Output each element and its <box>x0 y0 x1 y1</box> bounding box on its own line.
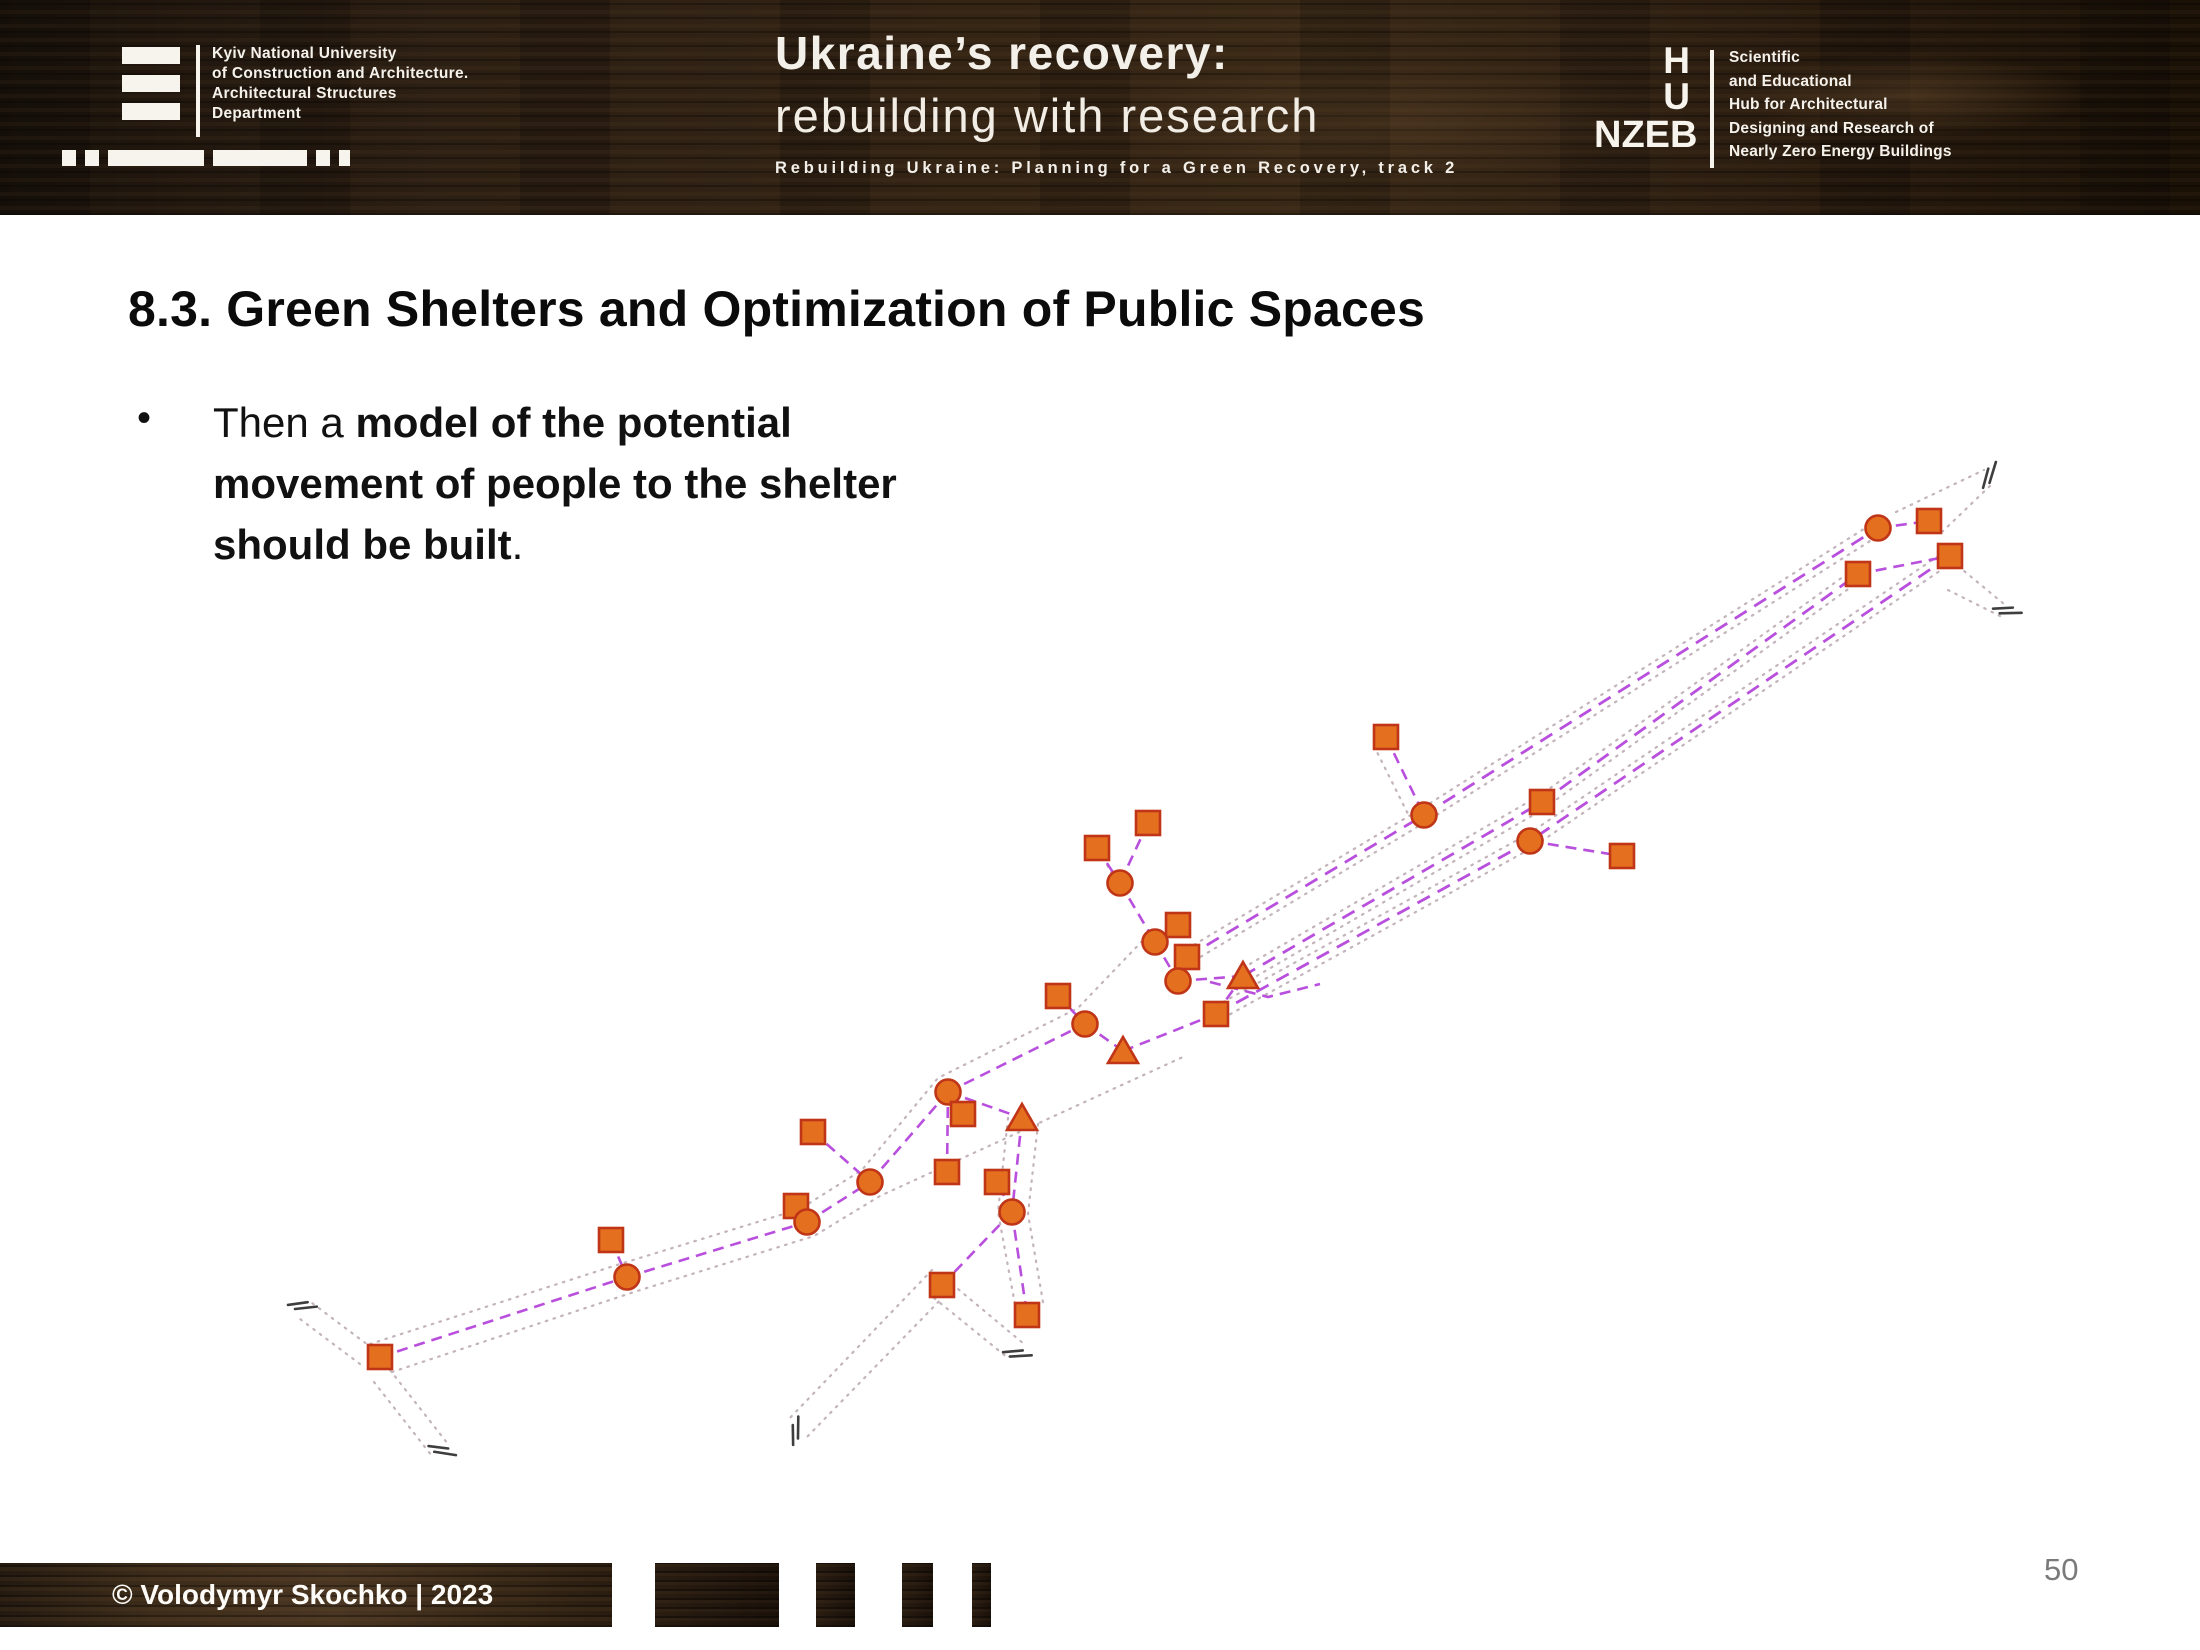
node-square <box>1610 844 1634 868</box>
road-dotted <box>1942 484 1992 532</box>
org-line: Kyiv National University <box>212 45 397 62</box>
node-square <box>1204 1002 1228 1026</box>
node-square <box>1175 945 1199 969</box>
node-square <box>930 1273 954 1297</box>
node-square <box>1938 544 1962 568</box>
node-circle <box>1143 930 1168 955</box>
node-square <box>951 1102 975 1126</box>
node-square <box>1046 984 1070 1008</box>
road-dotted <box>1187 520 1878 949</box>
bullet-bold-text: model of the potential <box>355 399 792 446</box>
road-break-icon <box>782 1417 810 1445</box>
node-circle <box>1518 829 1543 854</box>
node-square <box>985 1170 1009 1194</box>
node-square <box>368 1345 392 1369</box>
node-square <box>1136 811 1160 835</box>
hub-desc-line: and Educational <box>1729 72 1852 90</box>
road-dotted <box>1374 746 1410 818</box>
edge-dashed <box>1012 1212 1027 1315</box>
node-circle <box>1108 871 1133 896</box>
node-triangle <box>1007 1104 1037 1130</box>
bullet-regular-text: Then a <box>213 399 356 446</box>
footer-copyright-bar <box>0 1563 612 1627</box>
node-square <box>599 1228 623 1252</box>
node-square <box>1015 1303 1039 1327</box>
route-band-dashed <box>1216 556 1950 1014</box>
node-triangle <box>1228 962 1258 988</box>
route-band-dashed <box>1243 574 1858 976</box>
road-dotted <box>1216 548 1950 1006</box>
nzeb-word: NZEB <box>1594 114 1698 156</box>
node-square <box>1374 725 1398 749</box>
copyright-text: © Volodymyr Skochko | 2023 <box>112 1579 494 1610</box>
road-dotted <box>370 935 1148 1344</box>
hub-letter-u: U <box>1663 76 1690 117</box>
bullet-bold-text: movement of people to the shelter <box>213 460 897 507</box>
presentation-title-light: rebuilding with research <box>775 89 1320 142</box>
road-dotted <box>806 1290 950 1438</box>
node-square <box>1917 509 1941 533</box>
node-circle <box>1166 969 1191 994</box>
edge-dashed <box>380 1277 627 1357</box>
road-dotted <box>1896 470 1984 512</box>
node-square <box>935 1160 959 1184</box>
edge-dashed <box>1858 556 1950 574</box>
node-square <box>801 1120 825 1144</box>
road-dotted <box>1948 590 2000 616</box>
road-dotted <box>788 1270 932 1420</box>
node-circle <box>615 1265 640 1290</box>
node-circle <box>1000 1200 1025 1225</box>
hub-desc-line: Nearly Zero Energy Buildings <box>1729 143 1952 160</box>
node-circle <box>1412 803 1437 828</box>
road-break-icon <box>288 1292 317 1319</box>
bullet-bold-text: should be built <box>213 521 512 568</box>
road-break-icon <box>1003 1340 1032 1368</box>
road-dotted <box>390 1370 448 1444</box>
page-number: 50 <box>2044 1552 2079 1587</box>
hub-desc-line: Scientific <box>1729 49 1800 66</box>
road-dotted <box>1028 1124 1044 1308</box>
footer-deco-block <box>972 1563 991 1627</box>
node-square <box>1846 562 1870 586</box>
road-dotted <box>952 1284 1024 1344</box>
node-circle <box>1866 516 1891 541</box>
hub-desc-line: Hub for Architectural <box>1729 96 1888 113</box>
org-line: Architectural Structures <box>212 85 397 102</box>
footer-deco-block <box>655 1563 779 1627</box>
edge-dashed <box>1123 1014 1216 1051</box>
edge-dashed <box>1530 841 1622 856</box>
route-band-dashed <box>1187 528 1878 957</box>
footer-deco-block <box>902 1563 933 1627</box>
node-square <box>1085 836 1109 860</box>
slide-title: 8.3. Green Shelters and Optimization of Public Spaces <box>128 281 1426 337</box>
node-square <box>1530 790 1554 814</box>
bullet-regular-text: . <box>511 521 524 568</box>
road-dotted <box>1243 566 1858 968</box>
hub-desc-line: Designing and Research of <box>1729 119 1934 137</box>
node-circle <box>795 1210 820 1235</box>
road-break-icon <box>1993 597 2022 625</box>
edge-dashed <box>627 1222 807 1277</box>
road-dotted <box>296 1316 360 1364</box>
org-line: Department <box>212 105 302 122</box>
org-line: of Construction and Architecture. <box>212 65 469 82</box>
presentation-title-bold: Ukraine’s recovery: <box>775 27 1229 79</box>
road-break-icon <box>429 1436 456 1465</box>
footer-deco-block <box>816 1563 855 1627</box>
node-triangle <box>1108 1037 1138 1063</box>
node-circle <box>858 1170 883 1195</box>
road-dotted <box>934 1298 1008 1358</box>
node-circle <box>1073 1012 1098 1037</box>
node-square <box>1166 913 1190 937</box>
hub-letter-h: H <box>1663 40 1690 81</box>
road-dotted <box>1187 536 1878 965</box>
edge-dashed <box>948 1024 1085 1092</box>
road-break-icon <box>1975 462 2004 488</box>
presentation-subtitle: Rebuilding Ukraine: Planning for a Green Recovery, track 2 <box>775 159 1459 177</box>
road-dotted <box>374 1382 432 1456</box>
bullet-marker: • <box>137 396 152 440</box>
road-dotted <box>1243 582 1858 984</box>
